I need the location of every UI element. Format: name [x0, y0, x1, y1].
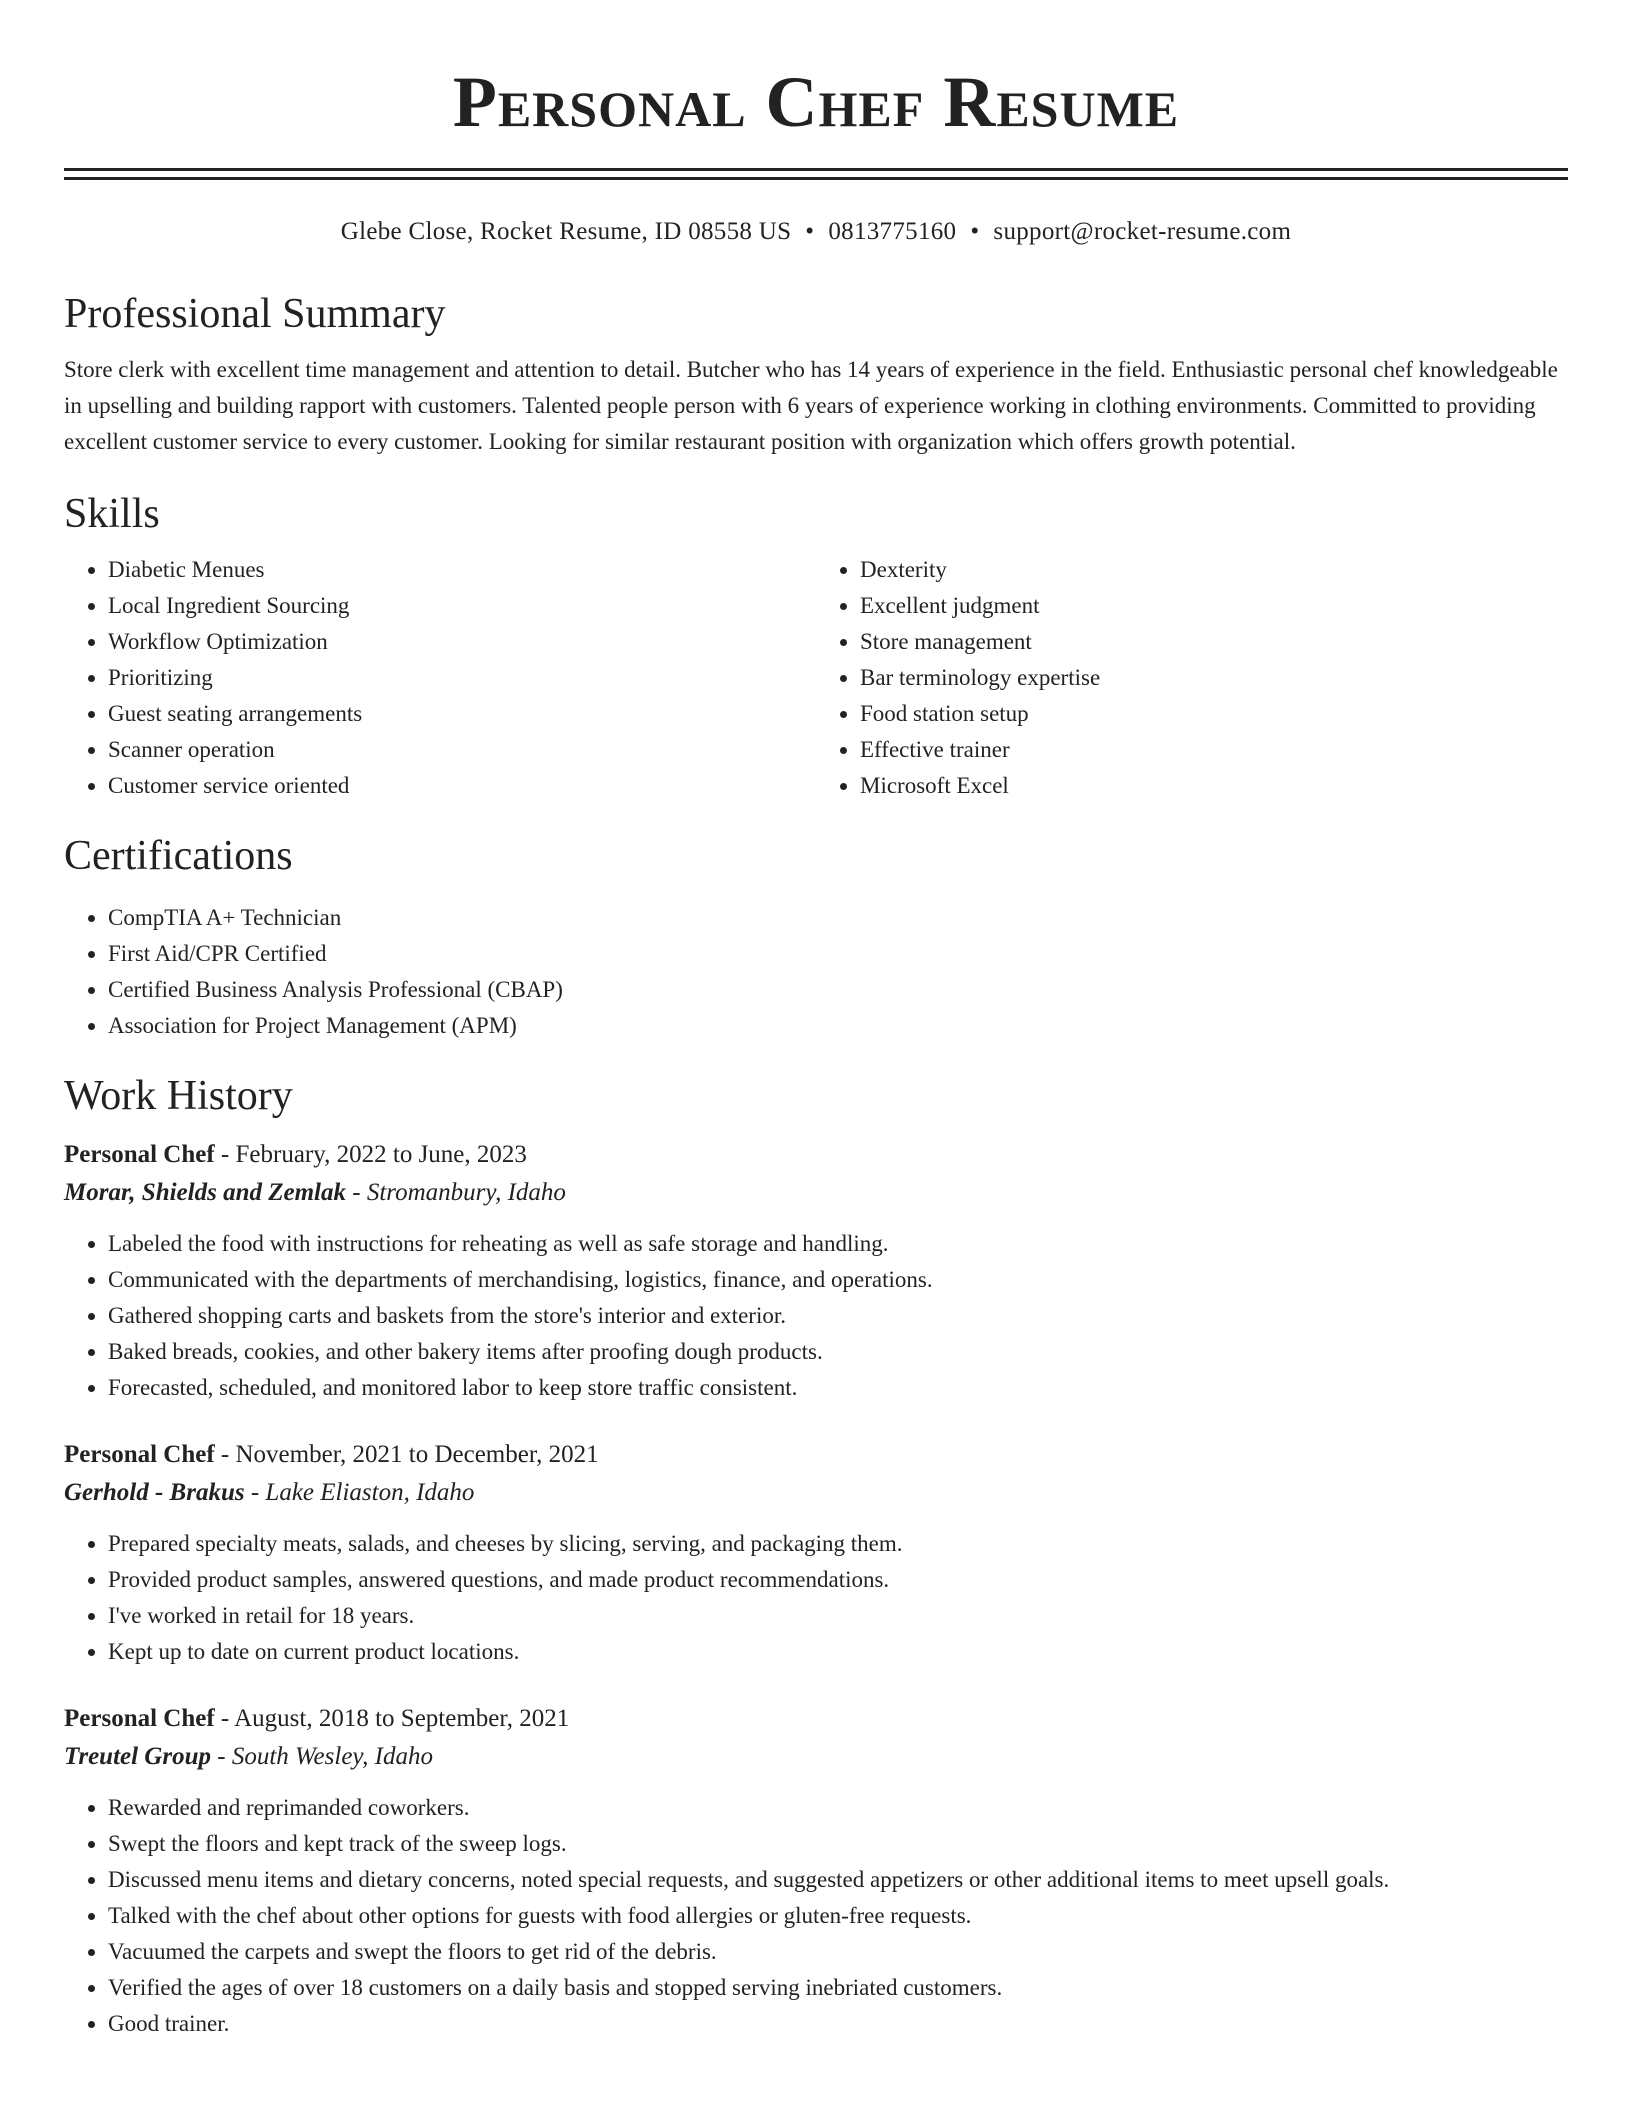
job-title-line: [64, 1700, 1568, 1738]
job-title-line: [64, 1136, 1568, 1174]
contact-phone: 0813775160: [828, 218, 957, 245]
job-bullet: • Verified the ages of over 18 customers on a daily basis and stopped serving inebriated customers.: [108, 1970, 1568, 2006]
job-location: South Wesley, Idaho: [231, 1743, 433, 1770]
job-bullets: [64, 1790, 1568, 2042]
skill-item: • Customer service oriented: [108, 768, 816, 804]
job-dates: August, 2018 to September, 2021: [234, 1705, 570, 1732]
job-title-line: [64, 1436, 1568, 1474]
job-bullet: • Gathered shopping carts and baskets from the store's interior and exterior.: [108, 1298, 1568, 1334]
job-entry: [64, 1700, 1568, 2042]
job-dash: -: [244, 1479, 266, 1506]
job-bullet: • I've worked in retail for 18 years.: [108, 1598, 1568, 1634]
job-bullet: • Discussed menu items and dietary concerns, noted special requests, and suggested appetizers or other additional items to meet upsell goals.: [108, 1862, 1568, 1898]
contact-separator: •: [805, 218, 815, 245]
job-bullet: • Good trainer.: [108, 2006, 1568, 2042]
skill-item: • Guest seating arrangements: [108, 696, 816, 732]
job-entry: [64, 1436, 1568, 1670]
skill-item: • Excellent judgment: [860, 588, 1568, 624]
job-dates: February, 2022 to June, 2023: [235, 1141, 527, 1168]
summary-text: Store clerk with excellent time management and attention to detail. Butcher who has 14 years of experience in the field. Enthusiastic personal chef knowledgeable in upselling and building rapport with customers. Talented people person with 6 years of experience working in clothing environments. Committed to providing excellent customer service to every customer. Looking for similar restaurant position with organization which offers growth potential.: [64, 357, 1558, 454]
job-bullet: • Swept the floors and kept track of the sweep logs.: [108, 1826, 1568, 1862]
skills-list-left: [64, 552, 816, 804]
job-dash: -: [211, 1743, 232, 1770]
job-dash: -: [214, 1441, 236, 1468]
job-dash: -: [346, 1179, 367, 1206]
job-bullet: • Provided product samples, answered questions, and made product recommendations.: [108, 1562, 1568, 1598]
certifications-list: [64, 900, 1568, 1044]
job-bullet: • Prepared specialty meats, salads, and cheeses by slicing, serving, and packaging them.: [108, 1526, 1568, 1562]
skill-item: • Bar terminology expertise: [860, 660, 1568, 696]
job-company: Morar, Shields and Zemlak: [64, 1179, 346, 1206]
skill-item: • Dexterity: [860, 552, 1568, 588]
divider-line-top: [64, 168, 1568, 171]
job-title: Personal Chef: [64, 1141, 215, 1168]
certification-item: • First Aid/CPR Certified: [108, 936, 1568, 972]
job-bullets: [64, 1526, 1568, 1670]
summary-heading: Professional Summary: [64, 291, 446, 337]
skills-heading: Skills: [64, 491, 160, 537]
skill-item: • Microsoft Excel: [860, 768, 1568, 804]
job-bullet: • Communicated with the departments of merchandising, logistics, finance, and operations.: [108, 1262, 1568, 1298]
skill-item: • Diabetic Menues: [108, 552, 816, 588]
certifications-heading: Certifications: [64, 833, 293, 879]
job-bullet: • Labeled the food with instructions for reheating as well as safe storage and handling.: [108, 1226, 1568, 1262]
job-location: Lake Eliaston, Idaho: [265, 1479, 475, 1506]
work-history-heading: Work History: [64, 1073, 293, 1119]
divider-line-bottom: [64, 177, 1568, 180]
contact-email: support@rocket-resume.com: [993, 218, 1292, 245]
certification-item: • Association for Project Management (APM): [108, 1008, 1568, 1044]
job-bullets: [64, 1226, 1568, 1406]
job-bullet: • Kept up to date on current product locations.: [108, 1634, 1568, 1670]
job-bullet: • Rewarded and reprimanded coworkers.: [108, 1790, 1568, 1826]
skill-item: • Effective trainer: [860, 732, 1568, 768]
skill-item: • Local Ingredient Sourcing: [108, 588, 816, 624]
page-title: Personal Chef Resume: [452, 62, 1180, 142]
skill-item: • Food station setup: [860, 696, 1568, 732]
certification-item: • Certified Business Analysis Professional (CBAP): [108, 972, 1568, 1008]
contact-address: Glebe Close, Rocket Resume, ID 08558 US: [340, 218, 792, 245]
job-company: Gerhold - Brakus: [64, 1479, 245, 1506]
job-title: Personal Chef: [64, 1441, 215, 1468]
job-bullet: • Vacuumed the carpets and swept the floors to get rid of the debris.: [108, 1934, 1568, 1970]
job-dash: -: [214, 1705, 235, 1732]
job-company-line: [64, 1738, 1568, 1776]
skill-item: • Store management: [860, 624, 1568, 660]
job-bullet: • Forecasted, scheduled, and monitored labor to keep store traffic consistent.: [108, 1370, 1568, 1406]
skills-list-right: [816, 552, 1568, 804]
skill-item: • Prioritizing: [108, 660, 816, 696]
job-bullet: • Talked with the chef about other options for guests with food allergies or gluten-free requests.: [108, 1898, 1568, 1934]
job-entry: [64, 1136, 1568, 1406]
job-company-line: [64, 1474, 1568, 1512]
job-company-line: [64, 1174, 1568, 1212]
skill-item: • Workflow Optimization: [108, 624, 816, 660]
skill-item: • Scanner operation: [108, 732, 816, 768]
job-location: Stromanbury, Idaho: [366, 1179, 566, 1206]
job-company: Treutel Group: [64, 1743, 211, 1770]
contact-separator: •: [970, 218, 980, 245]
job-dates: November, 2021 to December, 2021: [235, 1441, 599, 1468]
skills-grid: [64, 552, 1568, 804]
job-title: Personal Chef: [64, 1705, 215, 1732]
contact-line: [64, 216, 1568, 248]
job-bullet: • Baked breads, cookies, and other bakery items after proofing dough products.: [108, 1334, 1568, 1370]
title-divider: [64, 168, 1568, 180]
certification-item: • CompTIA A+ Technician: [108, 900, 1568, 936]
job-dash: -: [214, 1141, 236, 1168]
